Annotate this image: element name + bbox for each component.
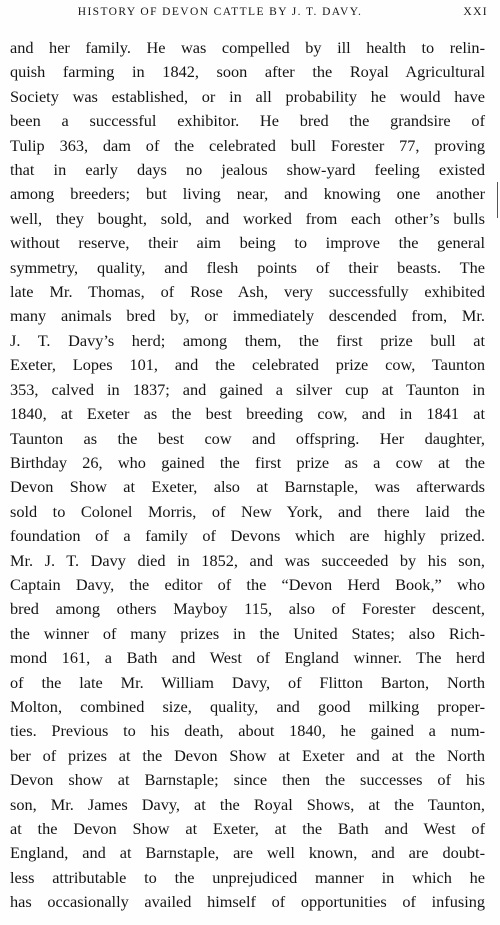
text-line: son, Mr. James Davy, at the Royal Shows, at the Taunton,	[10, 794, 485, 814]
text-line: that in early days no jealous show-yard feeling existed	[10, 160, 485, 180]
text-line: the winner of many prizes in the United States; also Rich-	[10, 623, 485, 643]
text-line: Tulip 363, dam of the celebrated bull Forester 77, proving	[10, 135, 485, 155]
text-line: ber of prizes at the Devon Show at Exeter and at the North	[10, 745, 485, 765]
text-line: been a successful exhibitor. He bred the grandsire of	[10, 111, 485, 131]
text-line: of the late Mr. William Davy, of Flitton Barton, North	[10, 672, 485, 692]
text-line: Birthday 26, who gained the first prize as a cow at the	[10, 452, 485, 472]
text-line: has occasionally availed himself of opportunities of infusing	[10, 892, 485, 912]
text-line: J. T. Davy’s herd; among them, the first prize bull at	[10, 330, 485, 350]
text-line: 1840, at Exeter as the best breeding cow, and in 1841 at	[10, 404, 485, 424]
text-line: Society was established, or in all probability he would have	[10, 86, 485, 106]
page-number: XXI	[463, 6, 488, 18]
text-line: well, they bought, sold, and worked from each other’s bulls	[10, 208, 485, 228]
text-line: and her family. He was compelled by ill health to relin-	[10, 38, 485, 57]
text-line: without reserve, their aim being to improve the general	[10, 233, 485, 253]
text-line: at the Devon Show at Exeter, at the Bath and West of	[10, 819, 485, 838]
margin-mark	[497, 182, 498, 218]
header-title: HISTORY OF DEVON CATTLE BY J. T. DAVY.	[77, 6, 363, 18]
body-paragraph	[10, 36, 485, 915]
text-line: quish farming in 1842, soon after the Royal Agricultural	[10, 62, 485, 82]
text-line: Devon show at Barnstaple; since then the successes of his	[10, 770, 485, 790]
text-line: less attributable to the unprejudiced manner in which he	[10, 867, 485, 887]
text-line: many animals bred by, or immediately descended from, Mr.	[10, 306, 485, 326]
text-line: 353, calved in 1837; and gained a silver cup at Taunton in	[10, 379, 485, 399]
text-line: Mr. J. T. Davy died in 1852, and was succeeded by his son,	[10, 550, 485, 570]
text-line: England, and at Barnstaple, are well known, and are doubt-	[10, 843, 485, 863]
text-line: Exeter, Lopes 101, and the celebrated prize cow, Taunton	[10, 355, 485, 375]
text-line: bred among others Mayboy 115, also of Forester descent,	[10, 599, 485, 619]
text-line: foundation of a family of Devons which are highly prized.	[10, 526, 485, 546]
text-line: sold to Colonel Morris, of New York, and there laid the	[10, 501, 485, 521]
running-header	[0, 4, 500, 26]
text-line: among breeders; but living near, and knowing one another	[10, 184, 485, 204]
text-line: Taunton as the best cow and offspring. Her daughter,	[10, 428, 485, 448]
text-line: ties. Previous to his death, about 1840, he gained a num-	[10, 721, 485, 741]
text-line: mond 161, a Bath and West of England winner. The herd	[10, 648, 485, 668]
text-line: Devon Show at Exeter, also at Barnstaple, was afterwards	[10, 477, 485, 497]
text-line: symmetry, quality, and flesh points of their beasts. The	[10, 257, 485, 277]
text-line: late Mr. Thomas, of Rose Ash, very successfully exhibited	[10, 282, 485, 302]
text-line: Molton, combined size, quality, and good milking proper-	[10, 696, 485, 716]
text-line: Captain Davy, the editor of the “Devon Herd Book,” who	[10, 574, 485, 594]
